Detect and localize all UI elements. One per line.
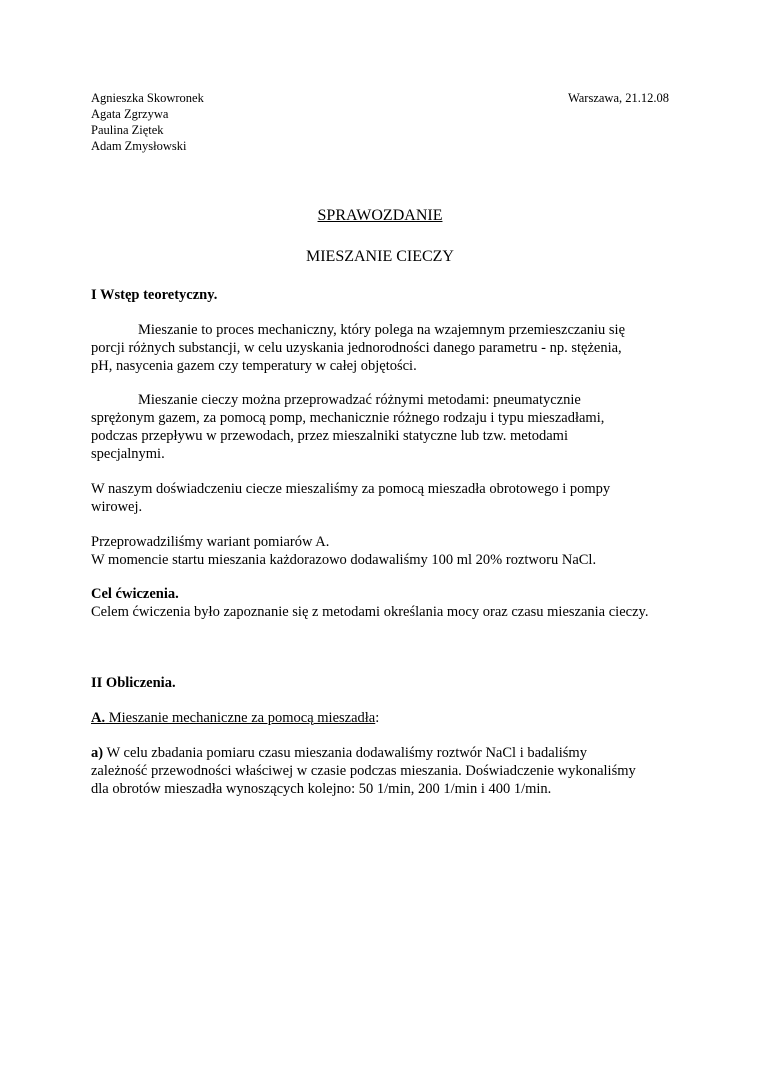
document-subtitle: MIESZANIE CIECZY [306,248,454,265]
goal-text: Celem ćwiczenia było zapoznanie się z metodami określania mocy oraz czasu mieszania cieczy. [91,604,649,620]
text-line: dla obrotów mieszadła wynoszących kolejno: 50 1/min, 200 1/min i 400 1/min. [91,781,552,797]
text-line: Przeprowadziliśmy wariant pomiarów A. [91,534,330,550]
subsection-heading [91,709,669,727]
subsection-colon: : [375,710,380,726]
text-line: specjalnymi. [91,446,165,462]
item-text: W celu zbadania pomiaru czasu mieszania dodawaliśmy roztwór NaCl i badaliśmy [103,745,587,761]
section-heading: I Wstęp teoretyczny. [91,287,218,303]
text-line: Mieszanie to proces mechaniczny, który polega na wzajemnym przemieszczaniu się [138,322,626,338]
text-line: Mieszanie cieczy można przeprowadzać różnymi metodami: pneumatycznie [138,392,581,408]
text-line: W momencie startu mieszania każdorazowo dodawaliśmy 100 ml 20% roztworu NaCl. [91,552,597,568]
text-line: W naszym doświadczeniu ciecze mieszaliśmy za pomocą mieszadła obrotowego i pompy [91,481,611,497]
text-line: zależność przewodności właściwej w czasie podczas mieszania. Doświadczenie wykonaliśmy [91,763,636,779]
section-heading: II Obliczenia. [91,675,176,691]
paragraph [91,391,669,463]
author-name: Paulina Ziętek [91,123,164,137]
text-line: podczas przepływu w przewodach, przez mieszalniki statyczne lub tzw. metodami [91,428,568,444]
place-date: Warszawa, 21.12.08 [567,91,669,105]
paragraph [91,744,669,798]
document-title: SPRAWOZDANIE [317,207,443,224]
paragraph [91,533,669,569]
text-line: porcji różnych substancji, w celu uzyskania jednorodności danego parametru - np. stężenia, [91,340,622,356]
text-line: wirowej. [91,499,143,515]
subsection-label: A. [91,710,106,726]
subsection-title: Mieszanie mechaniczne za pomocą mieszadła [105,710,376,726]
author-name: Agata Zgrzywa [91,107,169,121]
paragraph [91,480,669,516]
paragraph [91,321,669,375]
author-name: Adam Zmysłowski [91,139,187,153]
author-name: Agnieszka Skowronek [91,91,204,105]
text-line: pH, nasycenia gazem czy temperatury w całej objętości. [91,358,417,374]
item-label: a) [91,745,104,761]
text-line: sprężonym gazem, za pomocą pomp, mechanicznie różnego rodzaju i typu mieszadłami, [91,410,605,426]
text-line [91,744,669,762]
goal-heading: Cel ćwiczenia. [91,586,179,602]
author-list [91,90,204,154]
